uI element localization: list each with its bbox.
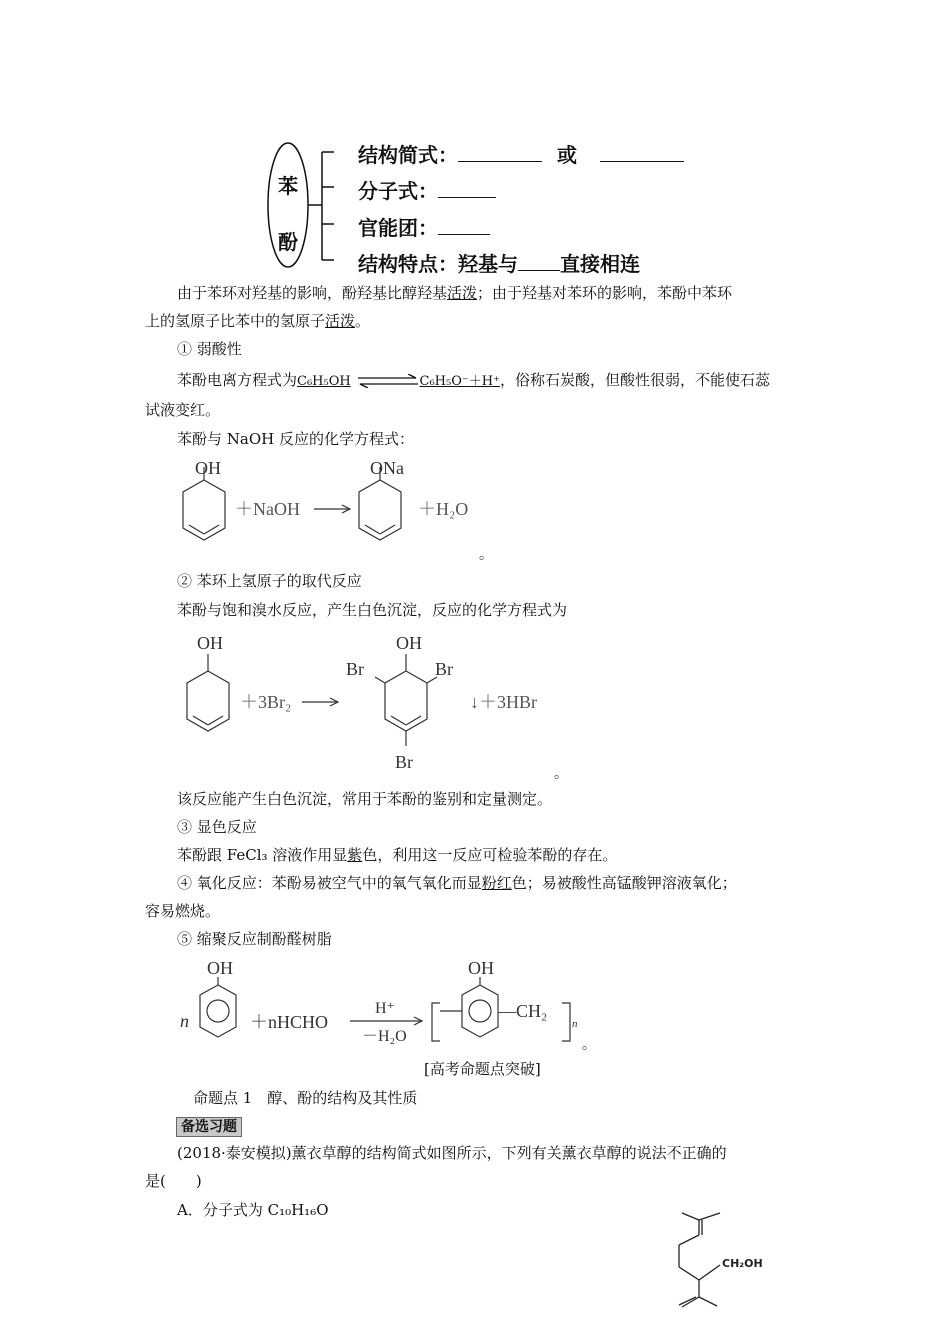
formaldehyde-reagent: ＋nHCHO	[250, 1012, 329, 1032]
reaction-naoh-svg	[170, 455, 500, 565]
s4-text: ④ 氧化反应：苯酚易被空气中的氧气氧化而显粉红色；易被酸性高锰酸钾溶液氧化；	[177, 874, 737, 892]
condition-top: H⁺	[375, 1000, 395, 1017]
s3-title: ③ 显色反应	[177, 818, 257, 836]
mindmap-center-bottom: 酚	[278, 230, 298, 254]
blank	[600, 143, 684, 162]
question-line1: (2018·泰安模拟)薰衣草醇的结构简式如图所示，下列有关薰衣草醇的说法不正确的	[177, 1144, 727, 1162]
tribromophenol-structure	[375, 654, 437, 746]
s2-title: ② 苯环上氢原子的取代反应	[177, 572, 362, 590]
phenol-structure	[187, 654, 229, 731]
phenol-structure	[200, 977, 236, 1037]
condition-bottom: －H₂O	[362, 1028, 407, 1045]
blank	[438, 179, 496, 198]
br-label: Br	[435, 659, 453, 679]
mindmap-brace	[262, 140, 362, 270]
reaction-arrow	[350, 1017, 422, 1025]
reaction-arrow	[314, 505, 350, 513]
ch2-label: —CH₂	[498, 1001, 548, 1021]
s2-note: 该反应能产生白色沉淀，常用于苯酚的鉴别和定量测定。	[177, 790, 553, 808]
para1-line1: 由于苯环对羟基的影响，酚羟基比醇羟基活泼；由于羟基对苯环的影响，苯酚中苯环	[177, 284, 733, 302]
s1-ionization-cont: 试液变红。	[145, 401, 221, 419]
reaction-bromine-svg	[170, 628, 570, 780]
period: 。	[582, 1038, 596, 1053]
option-a: A．分子式为 C₁₀H₁₆O	[177, 1201, 329, 1219]
oh-label: OH	[396, 633, 422, 653]
question-line2: 是( )	[145, 1172, 202, 1190]
s1-ionization: 苯酚电离方程式为C₆H₅OH C₆H₅O⁻＋H⁺，俗称石炭酸，但酸性很弱，不能使石蕊	[177, 371, 770, 389]
s5-title: ⑤ 缩聚反应制酚醛树脂	[177, 930, 332, 948]
s1-naoh-intro: 苯酚与 NaOH 反应的化学方程式：	[177, 430, 414, 448]
water-product: ＋H₂O	[418, 499, 469, 519]
ch2oh-label: CH₂OH	[722, 1257, 763, 1270]
reaction-arrow	[302, 698, 338, 706]
oh-label: OH	[468, 958, 494, 978]
s1-title: ① 弱酸性	[177, 340, 242, 358]
s3-text: 苯酚跟 FeCl₃ 溶液作用显紫色，利用这一反应可检验苯酚的存在。	[177, 846, 618, 864]
br-label: Br	[395, 752, 413, 772]
period: 。	[554, 767, 568, 780]
bromine-reagent: ＋3Br₂	[240, 692, 292, 712]
blank	[458, 143, 542, 162]
point-title: 命题点 1 醇、酚的结构及其性质	[193, 1089, 418, 1107]
br-label: Br	[346, 659, 364, 679]
polymer-n: n	[572, 1018, 578, 1030]
s4-text-cont: 容易燃烧。	[145, 902, 221, 920]
oh-label: OH	[195, 458, 221, 478]
reaction-polymer-svg	[170, 955, 600, 1055]
lavandulol-structure	[665, 1205, 805, 1315]
mindmap-row-structure: 结构简式： 或	[358, 139, 684, 168]
blank	[438, 216, 490, 235]
naoh-reagent: ＋NaOH	[235, 499, 300, 519]
period: 。	[479, 548, 493, 563]
mindmap-row-feature: 结构特点：羟基与 直接相连	[358, 252, 640, 276]
n-coefficient: n	[180, 1011, 189, 1031]
oh-label: OH	[197, 633, 223, 653]
mindmap-center-top: 苯	[278, 174, 298, 198]
oh-label: OH	[207, 958, 233, 978]
ona-label: ONa	[370, 458, 404, 478]
section-heading: [高考命题点突破]	[424, 1060, 541, 1078]
exercise-tag: 备选习题	[176, 1117, 242, 1137]
hbr-product: ↓＋3HBr	[470, 692, 537, 712]
mindmap-row-formula: 分子式：	[358, 175, 496, 204]
s2-intro: 苯酚与饱和溴水反应，产生白色沉淀，反应的化学方程式为	[177, 601, 568, 619]
para1-line2: 上的氢原子比苯中的氢原子活泼。	[145, 312, 371, 330]
equilibrium-arrow	[356, 374, 420, 388]
mindmap-row-group: 官能团：	[358, 212, 490, 241]
blank	[518, 252, 560, 271]
